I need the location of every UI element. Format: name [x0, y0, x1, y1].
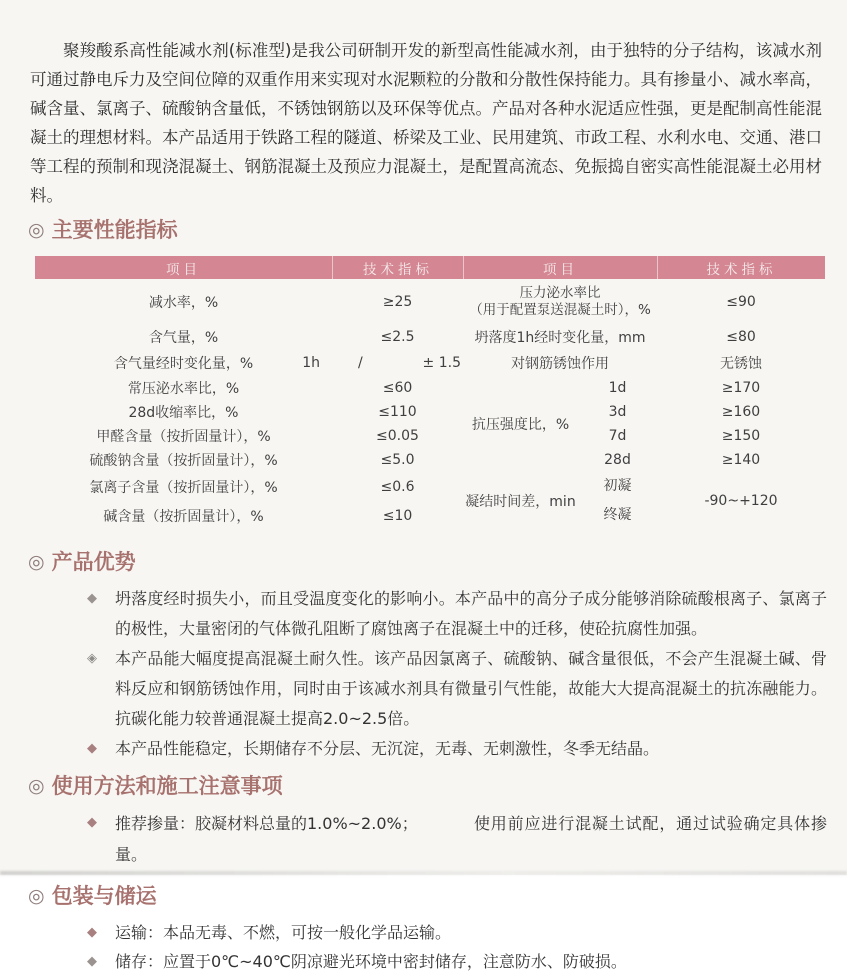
double-circle-icon: ◎: [28, 885, 45, 907]
intro-paragraph: 聚羧酸系高性能减水剂(标准型)是我公司研制开发的新型高性能减水剂，由于独特的分子结构，该减水剂可通过静电斥力及空间位障的双重作用来实现对水泥颗粒的分散和分散性保持能力。具有掺量小、减水率高，碱含量、氯离子、硫酸钠含量低，不锈蚀钢筋以及环保等优点。产品对各种水泥适应性强，更是配制高性能混凝土的理想材料。本产品适用于铁路工程的隧道、桥梁及工业、民用建筑、市政工程、水利水电、交通、港口等工程的预制和现浇混凝土、钢筋混凝土及预应力混凝土，是配置高流态、免振捣自密实高性能混凝土必用材料。: [30, 41, 822, 205]
row-item-time: 1h: [302, 355, 320, 371]
list-item: [87, 918, 827, 947]
packaging-list: [87, 918, 827, 976]
trial-note-text: 使用前应进行混凝土试配，通过试验确定具体掺量。: [115, 814, 827, 864]
row-item: [35, 353, 332, 373]
age-label: 28d: [604, 452, 631, 468]
row-value: ≤110: [378, 404, 417, 420]
list-item: [87, 947, 827, 976]
row-item: 减水率，%: [148, 295, 219, 311]
table-header-item-left: 项目: [166, 261, 201, 278]
diamond-bullet-icon: ◆: [87, 815, 97, 830]
table-row: [35, 472, 463, 501]
table-row: [35, 350, 463, 376]
row-value: 无锈蚀: [720, 356, 762, 372]
diamond-bullet-icon: ◆: [87, 741, 97, 756]
row-value: ≤60: [382, 380, 413, 396]
list-item: [87, 808, 827, 870]
diamond-bullet-icon: ◈: [87, 651, 97, 666]
table-row: [463, 323, 825, 350]
advantages-list: [87, 584, 827, 764]
list-item-text: 本产品性能稳定，长期储存不分层、无沉淀，无毒、无刺激性，冬季无结晶。: [115, 739, 660, 758]
table-body: [35, 279, 825, 530]
row-item: 抗压强度比，%: [471, 417, 570, 433]
dosage-text: 推荐掺量：胶凝材料总量的1.0%~2.0%；: [115, 814, 418, 833]
age-label: 7d: [608, 428, 627, 444]
row-item-label: 含气量经时变化量，%: [113, 356, 254, 372]
table-row: [35, 281, 463, 323]
row-value: ≥160: [721, 404, 761, 420]
row-value: ≥150: [721, 428, 761, 444]
row-item: 硫酸钠含量（按折固量计），%: [89, 453, 278, 469]
usage-list: [87, 808, 827, 870]
list-item: [87, 644, 827, 734]
row-item: 对钢筋锈蚀作用: [511, 356, 609, 372]
diamond-bullet-icon: ◆: [87, 954, 97, 969]
row-item-line2: （用于配置泵送混凝土时），%: [469, 302, 651, 318]
list-item: [87, 584, 827, 644]
performance-table: [35, 256, 825, 530]
table-row: [35, 323, 463, 350]
section-title-text: 包装与储运: [51, 884, 157, 908]
list-item-text: 坍落度经时损失小，而且受温度变化的影响小。本产品中的高分子成分能够消除硫酸根离子、氯离子的极性，大量密闭的气体微孔阻断了腐蚀离子在混凝土中的迁移，使砼抗腐性加强。: [115, 589, 827, 638]
section-title-packaging: [28, 883, 847, 909]
row-item: 28d收缩率比，%: [128, 405, 239, 421]
row-sub-ages: [578, 376, 657, 472]
row-sub-values: [657, 376, 825, 472]
table-row-group: [463, 376, 825, 472]
age-label: 1d: [608, 380, 627, 396]
list-item: [87, 734, 827, 764]
diamond-bullet-icon: ◆: [87, 925, 97, 940]
table-row: [35, 424, 463, 448]
row-value: ≤90: [726, 294, 756, 310]
table-left-half: [35, 281, 463, 530]
diamond-bullet-icon: ◆: [87, 591, 97, 606]
table-row: [35, 400, 463, 424]
row-value: ≥25: [382, 294, 413, 310]
list-item-text: 本产品能大幅度提高混凝土耐久性。该产品因氯离子、硫酸钠、碱含量很低，不会产生混凝土碱、骨料反应和钢筋锈蚀作用，同时由于该减水剂具有微量引气性能，故能大大提高混凝土的抗冻融能力。抗碳化能力较普通混凝土提高2.0~2.5倍。: [115, 649, 827, 728]
row-value: ≤0.6: [380, 478, 415, 495]
row-value: ≥170: [721, 380, 761, 396]
row-item: 含气量，%: [148, 329, 219, 346]
double-circle-icon: ◎: [28, 551, 45, 573]
list-item-text: 运输：本品无毒、不燃，可按一般化学品运输。: [115, 923, 452, 942]
table-right-half: [463, 281, 825, 530]
row-value-number: ± 1.5: [422, 355, 461, 371]
row-item-line1: 压力泌水率比: [519, 285, 601, 301]
section-title-text: 产品优势: [51, 550, 136, 574]
setting-label: 初凝: [603, 478, 632, 494]
row-value: ≤5.0: [380, 452, 415, 468]
table-header-spec-left: 技术指标: [332, 256, 463, 279]
row-value: ≤0.05: [376, 428, 419, 444]
section-title-usage: [28, 773, 847, 799]
table-row: [463, 281, 825, 323]
row-item: [463, 285, 657, 319]
row-value: -90~+120: [704, 493, 778, 509]
section-title-text: 主要性能指标: [51, 218, 178, 242]
setting-label: 终凝: [603, 507, 632, 523]
row-value: [332, 355, 463, 371]
row-value-slash: /: [358, 355, 363, 371]
table-row: [35, 501, 463, 530]
section-title-advantages: [28, 549, 847, 575]
list-item-text: 储存：应置于0℃~40℃阴凉避光环境中密封储存，注意防水、防破损。: [115, 952, 627, 971]
table-header-item-right: 项目: [463, 256, 657, 279]
row-value: ≥140: [721, 452, 761, 468]
row-value: ≤80: [726, 328, 756, 345]
table-header-spec-right: 技术指标: [657, 256, 825, 279]
row-item: 常压泌水率比，%: [127, 381, 240, 397]
table-row: [35, 448, 463, 472]
row-item: 氯离子含量（按折固量计），%: [89, 479, 278, 496]
age-label: 3d: [608, 404, 627, 420]
row-value: ≤2.5: [380, 328, 415, 345]
row-item: 碱含量（按折固量计），%: [103, 508, 264, 525]
row-value: ≤10: [382, 507, 413, 524]
double-circle-icon: ◎: [28, 775, 45, 797]
table-row: [463, 350, 825, 376]
row-item: 坍落度1h经时变化量，mm: [474, 329, 646, 346]
section-title-performance: [28, 217, 847, 243]
double-circle-icon: ◎: [28, 219, 45, 241]
section-title-text: 使用方法和施工注意事项: [51, 774, 283, 798]
table-header-row: [35, 256, 825, 279]
row-item: 甲醛含量（按折固量计），%: [96, 429, 271, 445]
table-row: [35, 376, 463, 400]
table-row-group: [463, 472, 825, 530]
row-sub-setting: [578, 472, 657, 530]
row-item: 凝结时间差，min: [465, 494, 576, 510]
scan-artifact: [0, 871, 847, 875]
